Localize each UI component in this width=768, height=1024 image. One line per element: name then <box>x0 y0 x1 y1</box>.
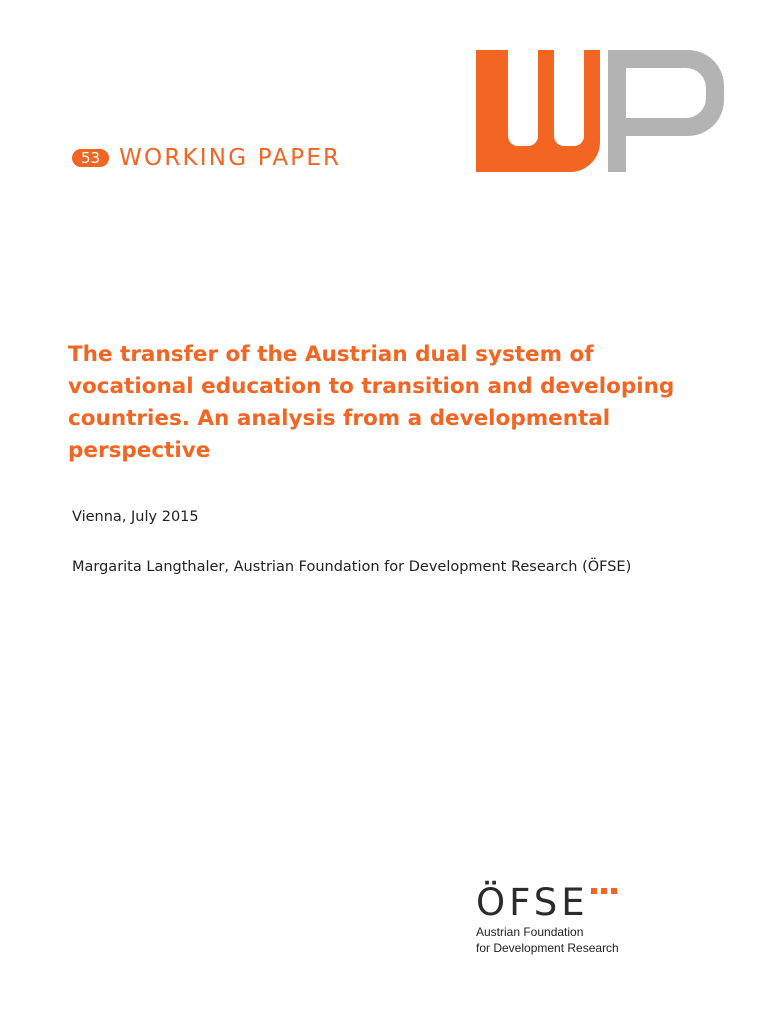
series-label: WORKING PAPER <box>119 145 342 171</box>
ofse-subtitle-line2: for Development Research <box>476 941 619 955</box>
ofse-subtitle-line1: Austrian Foundation <box>476 925 584 939</box>
wp-logo <box>470 50 730 172</box>
wp-logo-w <box>476 50 600 172</box>
ofse-logo <box>476 882 686 956</box>
place-date: Vienna, July 2015 <box>72 509 199 525</box>
ofse-name: ÖFSE <box>476 881 589 924</box>
ofse-dots-icon <box>591 888 617 894</box>
author-line: Margarita Langthaler, Austrian Foundation for Development Research (ÖFSE) <box>72 559 632 575</box>
working-paper-label <box>72 145 341 171</box>
document-title: The transfer of the Austrian dual system of vocational education to transition and developing countries. An analysis from a developmental perspective <box>68 342 675 463</box>
issue-number-badge: 53 <box>72 149 109 167</box>
wp-logo-p <box>608 50 724 172</box>
